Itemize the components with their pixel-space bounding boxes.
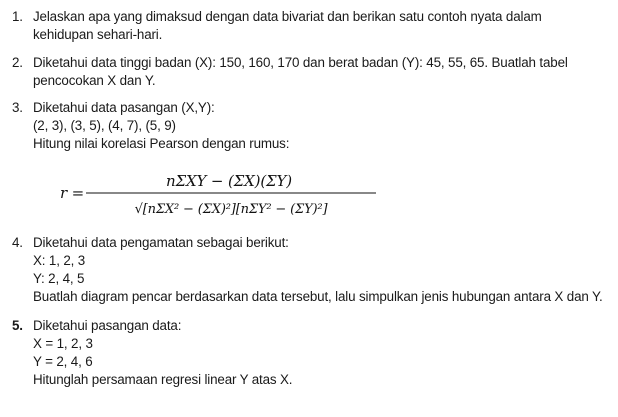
question-number: 4. <box>12 235 23 250</box>
question-text-line: Hitunglah persamaan regresi linear Y atas X. <box>33 372 293 387</box>
question-text-line: Y = 2, 4, 6 <box>33 354 93 369</box>
formula-denominator: √[nΣX² − (ΣX)²][nΣY² − (ΣY)²] <box>134 202 328 217</box>
question-number: 3. <box>12 100 23 115</box>
question-number: 2. <box>12 55 23 70</box>
question-text-line: (2, 3), (3, 5), (4, 7), (5, 9) <box>33 118 176 133</box>
question-text-line: Y: 2, 4, 5 <box>33 271 85 286</box>
question-text-line: Jelaskan apa yang dimaksud dengan data bivariat dan berikan satu contoh nyata dalam <box>33 9 542 24</box>
question-text-line: Diketahui data tinggi badan (X): 150, 160, 170 dan berat badan (Y): 45, 55, 65. Buatlah tabel <box>33 55 568 70</box>
question-number: 1. <box>12 9 23 24</box>
question-text-line: Diketahui pasangan data: <box>33 318 182 333</box>
formula-numerator: nΣXY − (ΣX)(ΣY) <box>166 172 292 190</box>
question-text-line: Hitung nilai korelasi Pearson dengan rumus: <box>33 136 290 151</box>
question-text-line: X = 1, 2, 3 <box>33 336 93 351</box>
question-text-line: Buatlah diagram pencar berdasarkan data tersebut, lalu simpulkan jenis hubungan antara X dan Y. <box>33 289 603 304</box>
question-text-line: X: 1, 2, 3 <box>33 253 86 268</box>
question-text-line: kehidupan sehari-hari. <box>33 27 163 42</box>
question-text-line: Diketahui data pasangan (X,Y): <box>33 100 215 115</box>
formula-lhs: r = <box>60 184 85 202</box>
question-text-line: pencocokan X dan Y. <box>33 73 156 88</box>
question-text-line: Diketahui data pengamatan sebagai berikut: <box>33 235 289 250</box>
question-number: 5. <box>12 318 23 333</box>
